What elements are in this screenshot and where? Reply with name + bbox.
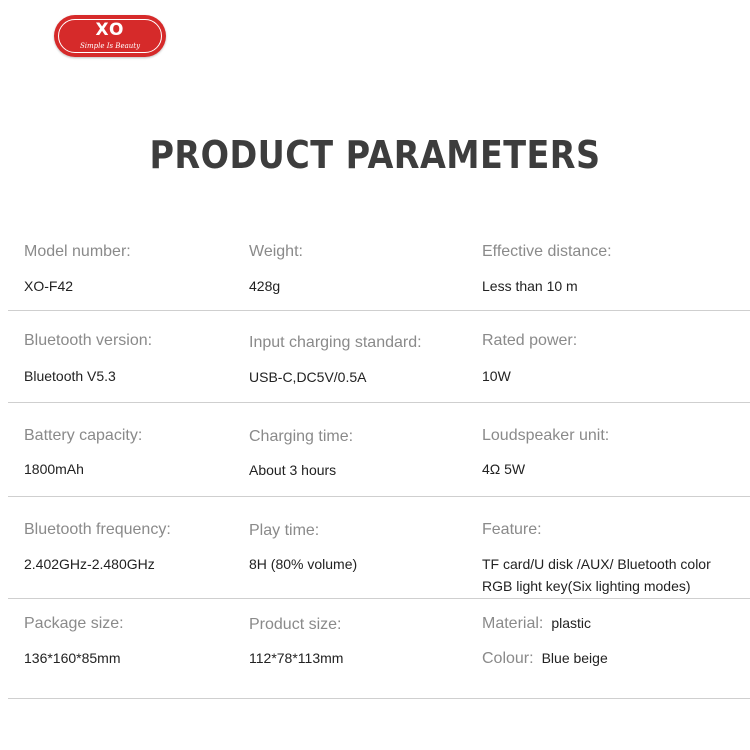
param-value: 136*160*85mm	[24, 650, 121, 666]
param-value: TF card/U disk /AUX/ Bluetooth color	[482, 556, 711, 572]
param-label: Material:	[482, 615, 544, 632]
row-divider	[8, 402, 750, 403]
row-divider	[8, 496, 750, 497]
param-label-2: Colour:	[482, 650, 534, 667]
logo-tagline: Simple Is Beauty	[79, 42, 141, 50]
param-label: Effective distance:	[482, 243, 612, 260]
param-colour	[482, 650, 608, 668]
param-value-2: Blue beige	[541, 650, 608, 666]
param-value: USB-C,DC5V/0.5A	[249, 369, 367, 385]
param-label: Product size:	[249, 616, 342, 633]
row-divider	[8, 598, 750, 599]
param-value: 8H (80% volume)	[249, 556, 358, 572]
param-value: Less than 10 m	[482, 278, 578, 294]
param-value: About 3 hours	[249, 462, 337, 478]
param-value: 2.402GHz-2.480GHz	[24, 556, 155, 572]
param-value-line-2: RGB light key(Six lighting modes)	[482, 578, 691, 594]
param-label: Input charging standard:	[249, 334, 422, 351]
param-label: Play time:	[249, 522, 320, 539]
param-label: Feature:	[482, 521, 542, 538]
param-value: 4Ω 5W	[482, 461, 526, 477]
logo-mark: XO	[95, 20, 125, 40]
param-label: Battery capacity:	[24, 427, 143, 444]
param-label: Rated power:	[482, 332, 578, 349]
row-divider	[8, 310, 750, 311]
param-value: 428g	[249, 278, 281, 294]
row-divider	[8, 698, 750, 699]
param-label: Bluetooth version:	[24, 332, 153, 349]
param-material	[482, 615, 591, 633]
param-label: Bluetooth frequency:	[24, 521, 171, 538]
param-label: Weight:	[249, 243, 303, 260]
param-value: Bluetooth V5.3	[24, 368, 116, 384]
param-value: XO-F42	[24, 278, 74, 294]
param-value: 10W	[482, 368, 511, 384]
param-value: 1800mAh	[24, 461, 84, 477]
param-label: Charging time:	[249, 428, 354, 445]
param-label: Package size:	[24, 615, 124, 632]
param-value: plastic	[551, 615, 592, 631]
page-title: PRODUCT PARAMETERS	[149, 133, 601, 177]
param-label: Loudspeaker unit:	[482, 427, 610, 444]
param-value: 112*78*113mm	[249, 650, 344, 666]
param-label: Model number:	[24, 243, 131, 260]
